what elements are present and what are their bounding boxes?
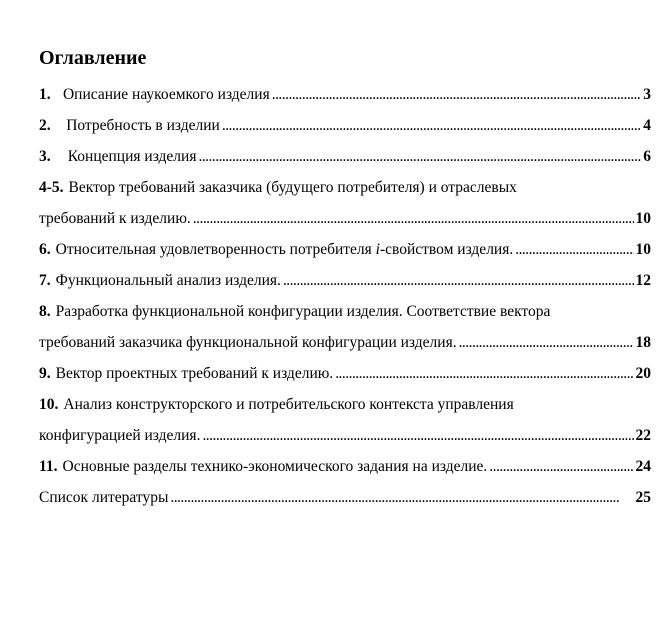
toc-entry-number: 2.: [39, 117, 51, 134]
toc-entry-page: 3: [643, 86, 651, 103]
toc-entry-number: 11.: [39, 458, 58, 475]
toc-entry-2[interactable]: [39, 110, 651, 141]
toc-entry-references[interactable]: [39, 482, 651, 513]
toc-entry-10-line2[interactable]: [39, 420, 651, 451]
toc-entry-page: 18: [635, 334, 651, 351]
toc-entry-7[interactable]: [39, 265, 651, 296]
dot-leader: [272, 79, 642, 110]
toc-entry-page: 6: [643, 148, 651, 165]
toc-entry-text: Функциональный анализ изделия.: [55, 272, 281, 289]
dot-leader: [283, 265, 634, 296]
toc-entry-text: Описание наукоемкого изделия: [62, 86, 270, 103]
toc-entry-text-before: Относительная удовлетворенность потребителя: [55, 241, 376, 258]
toc-entry-8-line1[interactable]: [39, 296, 651, 327]
toc-entry-text: требований заказчика функциональной конфигурации изделия.: [39, 334, 457, 351]
dot-leader: [459, 327, 634, 358]
toc-entry-text-italic: i: [375, 241, 380, 258]
toc-entry-page: 20: [635, 365, 651, 382]
toc-title: Оглавление: [39, 47, 147, 69]
toc-entry-8-line2[interactable]: [39, 327, 651, 358]
toc-entry-1[interactable]: [39, 79, 651, 110]
toc-entry-text: Основные разделы технико-экономического задания на изделие.: [62, 458, 488, 475]
toc-entry-text: Вектор проектных требований к изделию.: [55, 365, 334, 382]
toc-entry-text: Разработка функциональной конфигурации изделия. Соответствие вектора: [55, 303, 551, 320]
toc-entry-3[interactable]: [39, 141, 651, 172]
toc-entry-text: Концепция изделия: [67, 148, 197, 165]
toc-entry-4-5-line2[interactable]: [39, 203, 651, 234]
toc-entry-text: Потребность в изделии: [66, 117, 220, 134]
toc-entry-page: 24: [635, 458, 651, 475]
dot-leader: [515, 234, 633, 265]
dot-leader: [193, 203, 634, 234]
toc-entry-text: Анализ конструкторского и потребительского контекста управления: [63, 396, 514, 413]
toc-entry-text-after: -свойством изделия.: [379, 241, 514, 258]
dot-leader: [170, 482, 633, 513]
toc-list: [39, 79, 651, 513]
toc-entry-page: 4: [643, 117, 651, 134]
toc-entry-6[interactable]: [39, 234, 651, 265]
dot-leader: [202, 420, 633, 451]
dot-leader: [198, 141, 641, 172]
toc-entry-number: 10.: [39, 396, 59, 413]
toc-entry-11[interactable]: [39, 451, 651, 482]
document-page: [39, 44, 651, 513]
toc-entry-text: Список литературы: [39, 489, 169, 506]
toc-entry-text: [56, 234, 514, 265]
toc-entry-page: 12: [635, 272, 651, 289]
toc-entry-text: требований к изделию.: [39, 210, 191, 227]
toc-entry-number: 3.: [39, 148, 51, 165]
toc-entry-page: 10: [635, 241, 651, 258]
toc-entry-number: 7.: [39, 272, 51, 289]
toc-entry-page: 25: [635, 489, 651, 506]
dot-leader: [222, 110, 641, 141]
toc-entry-page: 22: [635, 427, 651, 444]
toc-entry-text: Вектор требований заказчика (будущего потребителя) и отраслевых: [68, 179, 517, 196]
dot-leader: [335, 358, 633, 389]
toc-entry-number: 4-5.: [39, 179, 64, 196]
toc-entry-number: 8.: [39, 303, 51, 320]
dot-leader: [489, 451, 633, 482]
toc-entry-number: 9.: [39, 365, 51, 382]
toc-entry-4-5-line1[interactable]: [39, 172, 651, 203]
toc-entry-number: 1.: [39, 86, 51, 103]
toc-entry-number: 6.: [39, 241, 51, 258]
toc-entry-9[interactable]: [39, 358, 651, 389]
toc-entry-text: конфигурацией изделия.: [39, 427, 201, 444]
toc-entry-10-line1[interactable]: [39, 389, 651, 420]
toc-entry-page: 10: [635, 210, 651, 227]
